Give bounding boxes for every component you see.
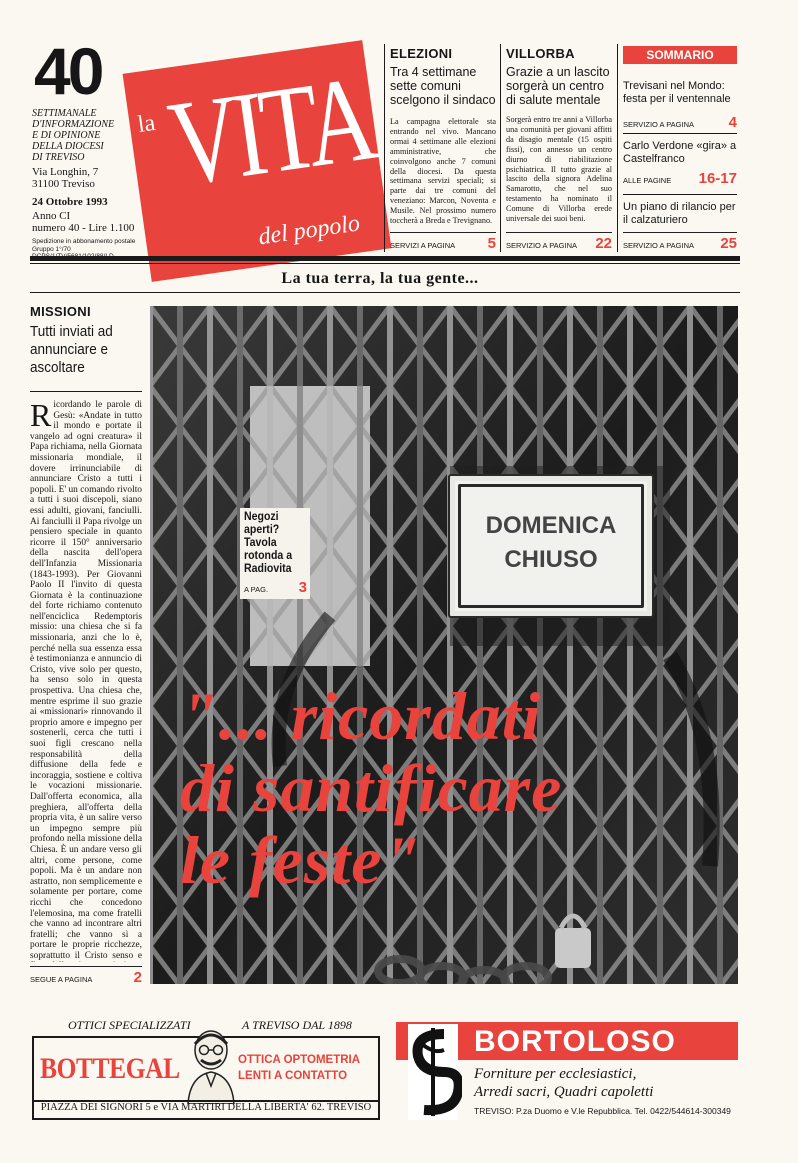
missioni-body-text: icordando le parole di Gesù: «Andate in tutto il mondo e portate il vangelo ad ogni creatura» il Papa richiama, nella Giornata missionaria mondiale, il dovere irrinunciabile di annunciare Cristo a tutti i popoli. E' un comando rivolto a tutti i suoi discepoli, siano essi adulti, giovani, fanciulli. Ai fanciulli il Papa rivolge un pensiero speciale in quanto ricorre il 150° anniversario della nascita dell'opera dell'Infanzia Missionaria (1843-1993). Per Giovanni Paolo II l'invito di questa Giornata è la continuazione del forte richiamo contenuto nell'enciclica Redemptoris missio: una chiesa che si fa missionaria, anzi che lo è, perché nella sua essenza essa è testimonianza e annuncio di Cristo, vive solo per questo, ha senso solo in questa prospettiva. Una chiesa che, mentre esprime il suo grazie ai «missionari» rinnovando il proprio amore e impegno per sostenerli, cerca che tutti i suoi figli crescano nella responsabilità della diffusione della fede e incoraggia, sostiene e coltiva le vocazioni missionarie. Dall'offerta economica, alla preghiera, all'offerta della propria vita, è un salire verso un impegno sempre più profondo nella missione della Chiesa. È un andare verso gli altri, come persone, come popoli. Ma è un andare non astratto, non semplicemente e solamente per portare, come ricchi che concedono l'elemosina, ma come fratelli che vanno ad incontrare altri fratelli; che vanno sì a portare le proprie ricchezze, soprattutto il Cristo senso e — [30, 400, 142, 961]
sommario-title: SOMMARIO — [623, 46, 737, 64]
issue-date: 24 Ottobre 1993 — [32, 196, 108, 208]
villorba-article — [506, 46, 612, 224]
page-ref-number: 3 — [298, 579, 307, 596]
logo-block — [123, 40, 392, 282]
quote-open: " — [180, 678, 219, 754]
negozi-inset[interactable] — [240, 508, 310, 599]
quote-line-2: di santificare — [180, 750, 563, 826]
bortoloso-logo-icon — [404, 1024, 462, 1120]
logo-popolo: del popolo — [256, 210, 362, 251]
bottegal-line2: LENTI A CONTATTO — [238, 1070, 348, 1082]
top-divider — [617, 44, 618, 252]
elezioni-kicker: ELEZIONI — [390, 46, 453, 61]
negozi-inset-title: Negozi aperti? Tavola rotonda a Radiovita — [244, 509, 293, 575]
page-ref-number: 22 — [595, 235, 612, 252]
issue-price: numero 40 - Lire 1.100 — [32, 222, 135, 234]
bortoloso-line2: Arredi sacri, Quadri capoletti — [474, 1084, 654, 1100]
sommario-item-text: Carlo Verdone «gira» a Castelfranco — [623, 140, 737, 165]
tagline-rule — [30, 292, 740, 293]
page-ref-label: SERVIZIO A PAGINA — [506, 241, 577, 250]
page-ref-number: 25 — [720, 235, 737, 252]
page-ref-label: A PAG. — [244, 585, 269, 594]
villorba-page-ref — [506, 232, 612, 252]
bottegal-top-right: A TREVISO DAL 1898 — [242, 1018, 352, 1032]
tagline: La tua terra, la tua gente... — [281, 270, 479, 287]
sign-text-line2: CHIUSO — [504, 546, 598, 573]
sommario-divider — [623, 194, 737, 195]
masthead-thin-rule — [30, 263, 740, 264]
page-ref-label: SERVIZI A PAGINA — [390, 241, 456, 250]
bottegal-ad[interactable] — [30, 1018, 384, 1120]
villorba-headline: Grazie a un lascito sorgerà un centro di salute mentale — [506, 65, 610, 107]
subtitle-line: E DI OPINIONE — [32, 130, 101, 141]
missioni-kicker: MISSIONI — [30, 304, 91, 319]
villorba-body: Sorgerà entro tre anni a Villorba una comunità per giovani affitti da disagio mentale (15 ospiti fissi), con annesso un centro diurno di riabilitazione psichiatrica. Il tutto grazie al lascito della signora Adelina Samarotto, che nel suo testamento ha nominato il Comune di Villorba erede universale dei suoi beni. — [506, 115, 612, 224]
subtitle-line: DELLA DIOCESI — [32, 141, 104, 152]
top-divider — [500, 44, 501, 252]
quote-line-3: le feste" — [180, 822, 422, 898]
elezioni-body: La campagna elettorale sta entrando nel vivo. Mancano ormai 4 settimane alle elezioni amministrative, che coinvolgono anche 7 comuni della diocesi. Da questa settimana servizi speciali; si parte dai tre comuni del veneziano: Marcon, Noventa e Musile. Nel prossimo numero toccherà a Breda e Trevignano. — [390, 117, 496, 226]
sommario-item-ref — [623, 232, 737, 252]
sommario-item-text: Trevisani nel Mondo: festa per il ventennale — [623, 80, 731, 105]
logo-vita: VITA — [161, 50, 380, 213]
sommario-item[interactable] — [623, 140, 737, 187]
sommario-item-ref — [623, 168, 737, 187]
bortoloso-ad[interactable] — [396, 1022, 740, 1122]
page-ref-number: 4 — [728, 114, 737, 131]
sommario-item[interactable] — [623, 201, 737, 227]
missioni-headline-rule — [30, 391, 142, 392]
elezioni-headline: Tra 4 settimane sette comuni scelgono il sindaco — [390, 65, 496, 107]
masthead-address — [32, 166, 98, 190]
missioni-page-ref — [30, 966, 142, 986]
domenica-chiuso-sign — [448, 474, 654, 618]
missioni-article — [30, 304, 142, 962]
sommario-divider — [623, 133, 737, 134]
subtitle-line: SETTIMANALE — [32, 108, 97, 119]
quote-line-1 — [180, 680, 740, 752]
page-ref-number: 16-17 — [698, 170, 737, 187]
missioni-headline: Tutti inviati ad annunciare e ascoltare — [30, 323, 113, 376]
quote-line1-text: ... ricordati — [218, 678, 542, 754]
villorba-kicker: VILLORBA — [506, 46, 575, 61]
missioni-body — [30, 400, 142, 962]
page-ref-number: 5 — [487, 235, 496, 252]
sommario-item-ref — [623, 112, 737, 131]
dropcap: R — [30, 400, 52, 433]
bottegal-top-left: OTTICI SPECIALIZZATI — [68, 1018, 191, 1032]
sommario-item[interactable] — [623, 80, 737, 131]
masthead-thick-rule — [30, 256, 740, 261]
elezioni-page-ref — [390, 232, 496, 252]
bottegal-name: BOTTEGAL — [40, 1052, 180, 1085]
subtitle-line: DI TREVISO — [32, 152, 85, 163]
postal-line: Spedizione in abbonamento postale — [32, 238, 136, 245]
sommario-item-text: Un piano di rilancio per il calzaturiero — [623, 201, 736, 226]
main-quote — [180, 680, 740, 896]
bottegal-line1: OTTICA OPTOMETRIA — [238, 1054, 361, 1066]
address-line: Via Longhin, 7 — [32, 166, 99, 178]
page-ref-label: SERVIZIO A PAGINA — [623, 120, 694, 129]
top-divider — [384, 44, 385, 252]
bortoloso-line1: Forniture per ecclesiastici, — [474, 1066, 637, 1082]
negozi-inset-ref — [244, 577, 307, 596]
page-ref-label: ALLE PAGINE — [623, 176, 672, 185]
postal-line: Gruppo 1°/70 — [32, 245, 71, 253]
subtitle-line: D'INFORMAZIONE — [32, 119, 115, 130]
logo-la: la — [136, 109, 157, 139]
issue-number: 40 — [34, 34, 102, 108]
sign-text-line1: DOMENICA — [485, 512, 617, 539]
address-line: 31100 Treviso — [32, 178, 95, 190]
bortoloso-address: TREVISO: P.za Duomo e V.le Repubblica. Tel. 0422/544614-300349 — [474, 1106, 731, 1116]
bortoloso-name: BORTOLOSO — [474, 1025, 676, 1058]
bottegal-address: PIAZZA DEI SIGNORI 5 e VIA MARTIRI DELLA LIBERTA' 62. TREVISO — [40, 1102, 372, 1113]
page-ref-label: SEGUE A PAGINA — [30, 975, 93, 984]
page-ref-number: 2 — [133, 969, 142, 986]
optician-portrait-icon — [184, 1026, 238, 1104]
sommario-box — [623, 46, 737, 64]
issue-year: Anno CI — [32, 210, 71, 222]
elezioni-article — [390, 46, 496, 226]
page-ref-label: SERVIZIO A PAGINA — [623, 241, 694, 250]
